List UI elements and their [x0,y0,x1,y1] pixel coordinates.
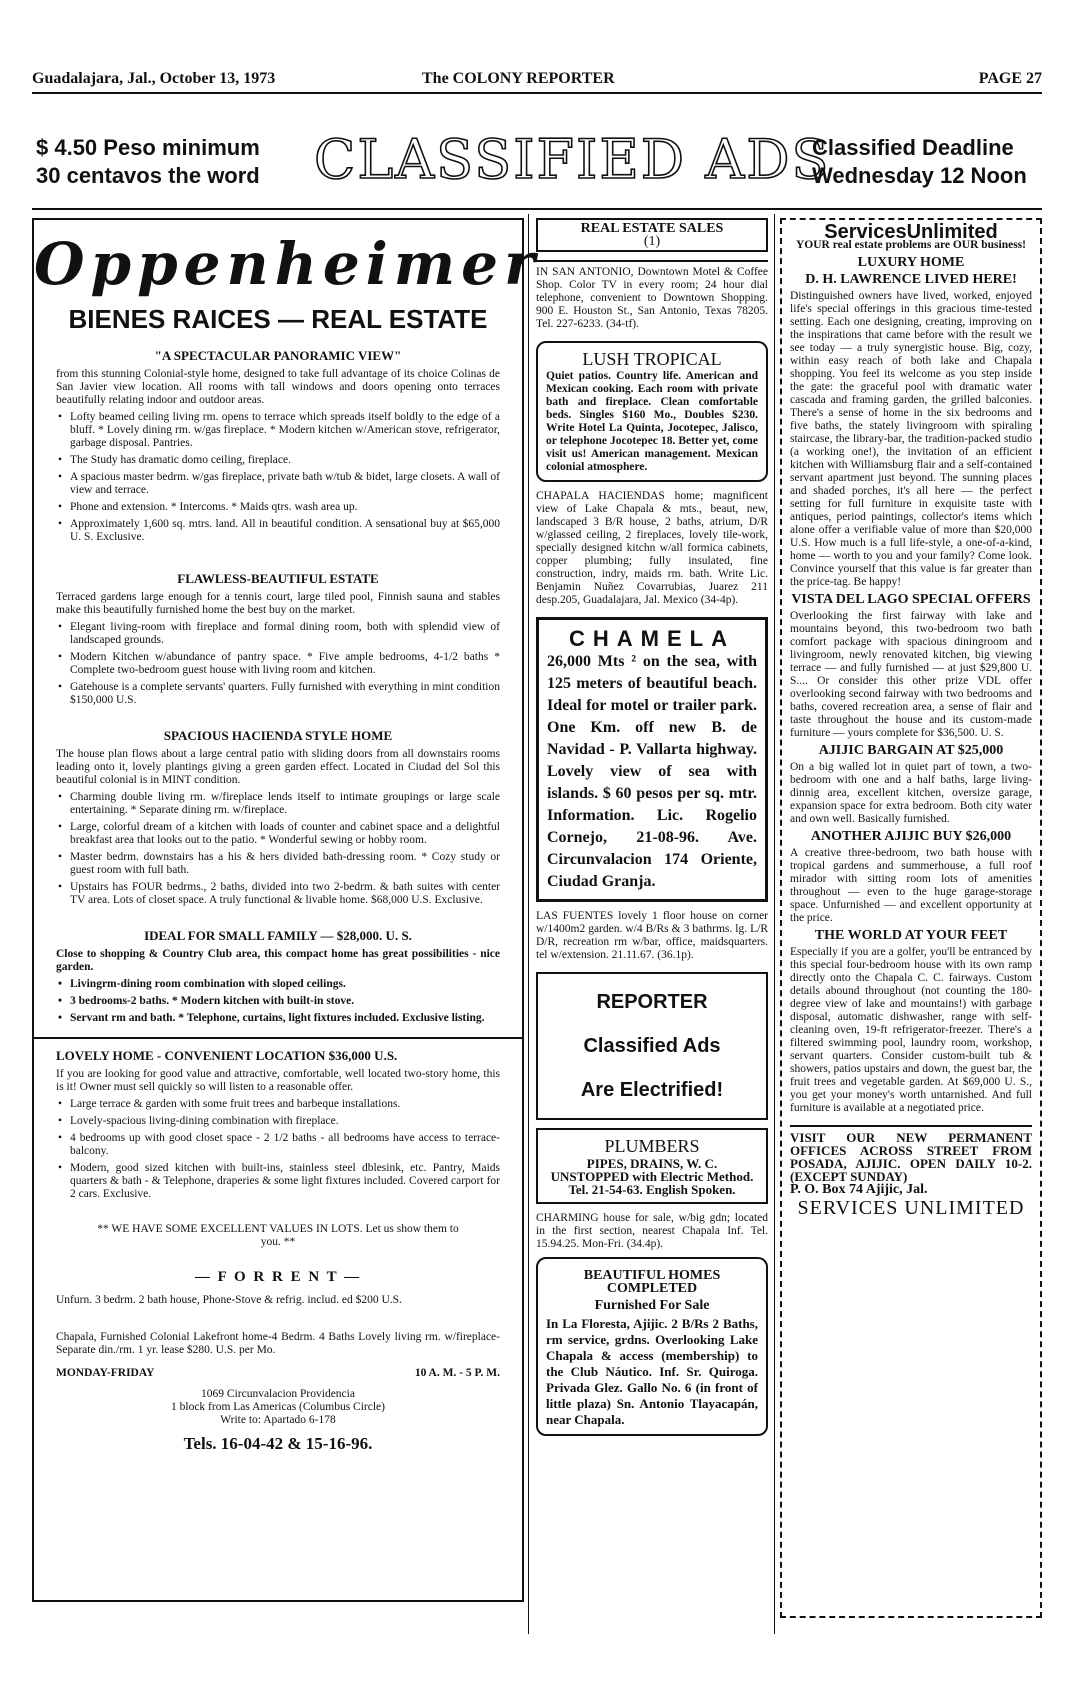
office-address: 1069 Circunvalacion Providencia 1 block from Las Americas (Columbus Circle) Write to: Apartado 6-178 [171,1388,385,1426]
classified-ad: IN SAN ANTONIO, Downtown Motel & Coffee Shop. Color TV in every room; 24 hour dial telephone, convenient to Downtown Shopping. 900 E. Houston St., San Antonio, Texas 78205. Tel. 227-6233. (34-tf). [536,260,768,331]
list-item: • Modern Kitchen w/abundance of pantry space. * Five ample bedrooms, 4-1/2 baths * Complete two-bedroom guest house with living room and kitchen. [56,651,500,677]
list-item: • A spacious master bedrm. w/gas fireplace, private bath w/tub & bidet, large closets. A wall of view and terrace. [56,471,500,497]
ad-subtitle: Furnished For Sale [594,1298,710,1313]
hours-times: 10 A. M. - 5 P. M. [414,1367,500,1379]
column-title: REAL ESTATE SALES [580,221,724,236]
ad-tagline: YOUR real estate problems are OUR business! [796,239,1026,251]
hours-days: MONDAY-FRIDAY [56,1367,155,1379]
ad-title: BEAUTIFUL HOMES COMPLETED [583,1268,721,1296]
listing-title: AJIJIC BARGAIN AT $25,000 [818,743,1004,758]
promo-line: REPORTER [596,991,708,1013]
deadline-time: Wednesday 12 Noon [812,163,1027,188]
classified-ad: CHAPALA HACIENDAS home; magnificent view of Lake Chapala & mts., beaut, new, landscaped 3 B/R house, 2 baths, atrium, D/R w/glassed ceiling, 2 fireplaces, lovely tile-work, specially designed kitchn w/all formica cabinets, copper plumbing; fully insulated, fine construction, indry, maids rm. bath. Write Lic. Benjamin Nuñez Covarrubias, Juarez 211 desp.205, Guadalajara, Jal. Mexico (34-4p). [536,490,768,606]
listing-title: D. H. LAWRENCE LIVED HERE! [805,272,1017,287]
list-item: • Livingrm-dining room combination with sloped ceilings. [56,978,500,991]
header-dateline: Guadalajara, Jal., October 13, 1973 [32,70,276,87]
office-notice: VISIT OUR NEW PERMANENT OFFICES ACROSS STREET FROM POSADA, AJIJIC. OPEN DAILY 10-2. (EXCEPT SUNDAY) [790,1125,1032,1183]
oppenheimer-title: Oppenheimer [34,230,541,298]
ad-logo-title: ServicesUnlimited [824,221,998,243]
ad-body: Quiet patios. Country life. American and Mexican cooking. Each room with private bath and fireplace. Clean comfortable beds. Singles $160 Mo., Doubles $230. Write Hotel La Quinta, Jocotepec, Jalisco, or telephone Jocotepec 18. Better yet, come visit us! American management. Mexican colonial atmosphere. [546,370,758,473]
list-item: • Large, colorful dream of a kitchen with loads of counter and cabinet space and a delightful breakfast area that looks out to the patio. * Wonderful sewing or hobby room. [56,821,500,847]
column-divider [774,214,775,1634]
listing-title: ANOTHER AJIJIC BUY $26,000 [810,829,1012,844]
list-item: • Phone and extension. * Intercoms. * Maids qtrs. wash area up. [56,501,500,514]
list-item: • Servant rm and bath. * Telephone, curtains, light fixtures included. Exclusive listing. [56,1012,500,1025]
lush-tropical-ad [536,341,768,482]
list-item: • Approximately 1,600 sq. mtrs. land. All in beautiful condition. A sensational buy at $65,000 U. S. Exclusive. [56,518,500,544]
services-unlimited-ad [780,218,1042,1618]
lots-notice: ** WE HAVE SOME EXCELLENT VALUES IN LOTS. Let us show them to you. ** [97,1223,459,1248]
column-heading [536,218,768,252]
list-item: • Charming double living rm. w/fireplace lends itself to intimate groupings or large scale entertaining. * Separate dining rm. w/fireplace. [56,791,500,817]
banner-title: CLASSIFIED ADS [314,128,831,191]
rent-listing: Unfurn. 3 bedrm. 2 bath house, Phone-Stove & refrig. includ. ed $200 U.S. [56,1294,402,1306]
promo-line: Are Electrified! [580,1079,724,1101]
listing-body: A creative three-bedroom, two bath house with tropical gardens and summerhouse, a full roof mirador with sitting room lots of amenities throughout — even to the huge garage-storage space. Unfurnished — and excellent opportunity at the price. [790,847,1032,924]
section-intro: If you are looking for good value and attractive, comfortable, well located two-story home, this is it! Owner must sell quickly so will listen to a reasonable offer. [56,1068,500,1093]
list-item: • Gatehouse is a complete servants' quarters. Fully furnished with everything in mint condition $150,000 U.S. [56,681,500,707]
ad-body: PIPES, DRAINS, W. C. UNSTOPPED with Electric Method. Tel. 21-54-63. English Spoken. [550,1156,754,1197]
ad-title: LUSH TROPICAL [582,349,722,369]
list-item: • Large terrace & garden with some fruit trees and barbeque installations. [56,1098,500,1111]
office-hours [56,1367,500,1380]
banner-rule [32,208,1042,210]
rate-minimum: $ 4.50 Peso minimum [36,135,260,160]
section-title: IDEAL FOR SMALL FAMILY — $28,000. U. S. [144,928,412,943]
listing-title: LUXURY HOME [857,255,965,270]
real-estate-sales-column [536,218,768,1444]
po-box: P. O. Box 74 Ajijic, Jal. [790,1182,928,1197]
chamela-ad [536,617,768,902]
listing-body: Distinguished owners have lived, worked, enjoyed life's special offerings in this gracious time-tested setting. Each one designing, creating, improving on the inspirations that came before with the result we see today — a truly synergistic house. Big, cozy, within easy reach of both lake and Chapala shopping. You feel its welcome as you step inside the gate: the graceful pool with dramatic water cascada and framing garden, the grilled balconies. There's a sense of home in the six bedrooms and five baths, the stately livingroom with spiraling staircase, the library-bar, the tradition-packed studio (a working one!), the invitation of an efficient kitchen with Williamsburg flair and a self-contained servant apartment just beyond. The sunning places and shaded porches, it's all here — the perfect setting for full furniture in exquisite taste with antiques, period paintings, collector's items which alone offer a verifiable value of more than $20,000 U.S. How much is a full life-style, a one-of-a-kind, home — worth to you and your family? Come look. Convince yourself that this value is far greater than the price-tag. Be happy! [790,290,1032,588]
section-intro: The house plan flows about a large central patio with sliding doors from all downstairs rooms leading onto it, lovely plantings giving a green garden effect. Located in Ciudad del Sol this beautiful colonial is in MINT condition. [56,748,500,786]
section-intro: from this stunning Colonial-style home, designed to take full advantage of its choice Colinas de San Javier view location. All rooms with tall windows and doors opening onto terraces beautifully relating indoor and outdoor areas. [56,368,500,406]
column-divider [528,214,529,1634]
services-unlimited-logo: SERVICES UNLIMITED [797,1197,1025,1219]
deadline-label: Classified Deadline [812,135,1014,160]
list-item: • Master bedrm. downstairs has a his & hers divided bath-dressing room. * Cozy study or guest room with full bath. [56,851,500,877]
section-intro: Terraced gardens large enough for a tennis court, large tiled pool, Finnish sauna and stables make this beautifully furnished home the best buy on the market. [56,591,500,616]
column-number: (1) [643,234,661,249]
rate-per-word: 30 centavos the word [36,163,260,188]
ad-body: In La Floresta, Ajijic. 2 B/Rs 2 Baths, rm service, grdns. Overlooking Lake Chapala & access (membership) to the Club Náutico. Inf. Sr. Quiroga. Privada Glez. Gallo No. 6 (in front of little plaza) Sn. Antonio Tlayacapán, near Chapala. [546,1316,758,1427]
list-item: • Lofty beamed ceiling living rm. opens to terrace which spreads itself boldly to the edge of a bluff. * Lovely dining rm. w/gas fireplace. * Modern kitchen w/American stove, refrigerator, garbage disposal. Pantries. [56,411,500,450]
beautiful-homes-ad [536,1257,768,1436]
list-item: • 4 bedrooms up with good closet space - 2 1/2 baths - all bedrooms have access to terrace-balcony. [56,1132,500,1158]
header-paper-name: The COLONY REPORTER [422,70,615,87]
list-item: • Upstairs has FOUR bedrms., 2 baths, divided into two 2-bedrm. & bath suites with center TV area. Lots of closet space. A truly functional & livable home. $68,000 U.S. Exclusive. [56,881,500,907]
section-title: SPACIOUS HACIENDA STYLE HOME [163,728,393,743]
promo-line: Classified Ads [583,1035,721,1057]
listing-body: On a big walled lot in quiet part of town, a two-bedroom with one and a half baths, large living-dinnig area, excellent kitchen, oversize garage, expansion space for extra bedroom. Both city water and own well. Basically furnished. [790,761,1032,825]
list-item: • Modern, good sized kitchen with built-ins, stainless steel dblesink, etc. Pantry, Maids quarters & bath - & Telephone, draperies & some light fixtures included. Covered carport for 2 cars. Exclusive. [56,1162,500,1201]
plumbers-ad [536,1128,768,1204]
listing-body: Especially if you are a golfer, you'll be entranced by this special four-bedroom house with its own ramp directly onto the Chapala C. C. fairways. Custom details abound throughout (not counting the 180-degree view of lake and mountains!) with garbage disposal, automatic dishwasher, range with self-cleaning oven, 19-ft refrigerator-freezer. There's a filtered swimming pool, laundry room, workshop, servant quarters. Consider custom-built tub & showers, patios upstairs and down, the guest bar, the fruit trees and vegetable garden. At $69,000 U. S., you get your money's worth untarnished. And full furniture is available at a negotiated price. [790,946,1032,1114]
ad-body: 26,000 Mts ² on the sea, with 125 meters of beautiful beach. Ideal for motel or trailer park. One Km. off new B. de Navidad - P. Vallarta highway. Lovely view of sea with islands. $ 60 pesos per sq. mtr. Information. Lic. Rogelio Cornejo, 21-08-96. Ave. Circunvalacion 174 Oriente, Ciudad Granja. [547,653,757,890]
listing-title: THE WORLD AT YOUR FEET [814,928,1008,943]
listing-title: VISTA DEL LAGO SPECIAL OFFERS [791,592,1031,607]
banner-rates [36,134,260,190]
ad-title: CHAMELA [569,626,735,651]
oppenheimer-ad [32,218,541,1602]
office-phones: Tels. 16-04-42 & 15-16-96. [183,1434,373,1453]
classified-ad: LAS FUENTES lovely 1 floor house on corner w/1400m2 garden. w/4 B/Rs & 3 bathrms. lg. L/R D/R, recreation rm w/bar, office, maidsquarters. tel w/extension. 21.11.67. (36.1p). [536,910,768,961]
ad-title: PLUMBERS [604,1136,700,1156]
for-rent-title: — F O R R E N T — [194,1269,362,1285]
services-unlimited-column [780,218,1042,1618]
section-title: "A SPECTACULAR PANORAMIC VIEW" [154,348,402,363]
reporter-promo [536,972,768,1120]
section-title: LOVELY HOME - CONVENIENT LOCATION $36,000 U.S. [56,1048,398,1063]
listing-body: Overlooking the first fairway with lake and mountains beyond, this two-bedroom two bath comfort package with spacious diningroom and livingroom, newly renovated kitchen, big viewing terrace — and fully furnished — at just $29,800 U. S.... Or consider this other prize VDL offer overlooking second fairway with two bedrooms and baths, covered recreation area, a sense of flair and taste throughout the house and its custom-made furniture — yours complete for $36,500. U. S. [790,610,1032,739]
section-intro: Close to shopping & Country Club area, this compact home has great possibilities - nice garden. [56,948,500,973]
classified-ad: CHARMING house for sale, w/big gdn; located in the first section, nearest Chapala Inf. Tel. 15.94.25. Mon-Fri. (34.4p). [536,1212,768,1250]
section-title: FLAWLESS-BEAUTIFUL ESTATE [177,571,379,586]
header-page-number: PAGE 27 [978,70,1042,87]
list-item: • The Study has dramatic domo ceiling, fireplace. [56,454,500,467]
oppenheimer-subtitle: BIENES RAICES — REAL ESTATE [68,304,488,334]
list-item: • Lovely-spacious living-dining combination with fireplace. [56,1115,500,1128]
banner-deadline [812,134,1027,190]
classified-banner [32,128,1042,198]
list-item: • Elegant living-room with fireplace and formal dining room, both with splendid view of landscaped grounds. [56,621,500,647]
list-item: • 3 bedrooms-2 baths. * Modern kitchen with built-in stove. [56,995,500,1008]
page-header [32,70,1042,94]
rent-listing: Chapala, Furnished Colonial Lakefront home-4 Bedrm. 4 Baths Lovely living rm. w/fireplace-Separate din./rm. 1 yr. lease $280. U.S. per Mo. [56,1331,500,1356]
